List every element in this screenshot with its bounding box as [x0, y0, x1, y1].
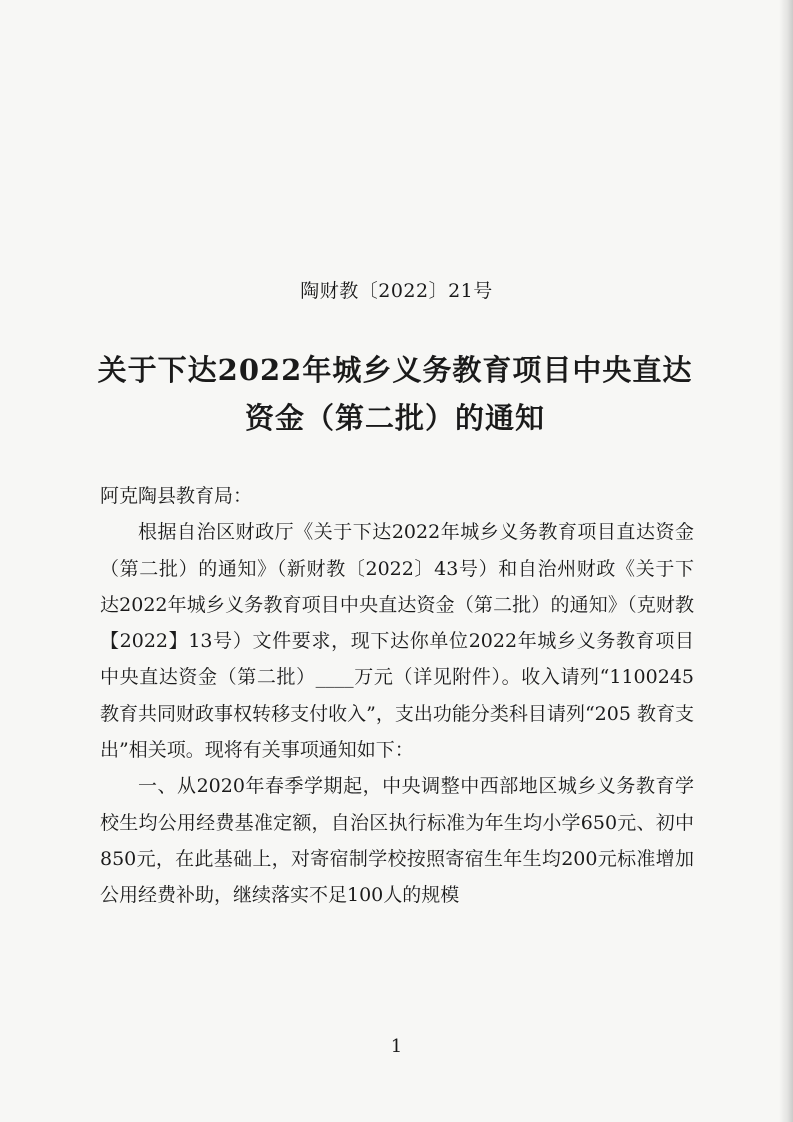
- title-line-2: 资金（第二批）的通知: [244, 401, 545, 435]
- recipient: 阿克陶县教育局：: [100, 485, 253, 507]
- paragraph-intro: 根据自治区财政厅《关于下达2022年城乡义务教育项目直达资金（第二批）的通知》（新财教〔2022〕43号）和自治州财政《关于下达2022年城乡义务教育项目中央直达资金（第二批）的通知》（克财教【2022】13号）文件要求，现下达你单位2022年城乡义务教育项目中央直达资金（第二批）____万元（详见附件）。收入请列“1100245 教育共同财政事权转移支付收入”，支出功能分类科目请列“205 教育支出”相关项。现将有关事项通知如下：: [100, 521, 694, 762]
- document-number: 陶财教〔2022〕21号: [300, 280, 493, 302]
- paragraph-item-1: 一、从2020年春季学期起，中央调整中西部地区城乡义务教育学校生均公用经费基准定额，自治区执行标准为年生均小学650元、初中850元，在此基础上，对寄宿制学校按照寄宿生年生均200元标准增加公用经费补助，继续落实不足100人的规模: [100, 775, 694, 907]
- page-number: 1: [390, 1036, 403, 1057]
- scan-edge-shadow: [779, 0, 793, 1122]
- document-title: [60, 346, 730, 442]
- title-line-1: 关于下达2022年城乡义务教育项目中央直达: [97, 353, 693, 387]
- document-body: [100, 478, 694, 914]
